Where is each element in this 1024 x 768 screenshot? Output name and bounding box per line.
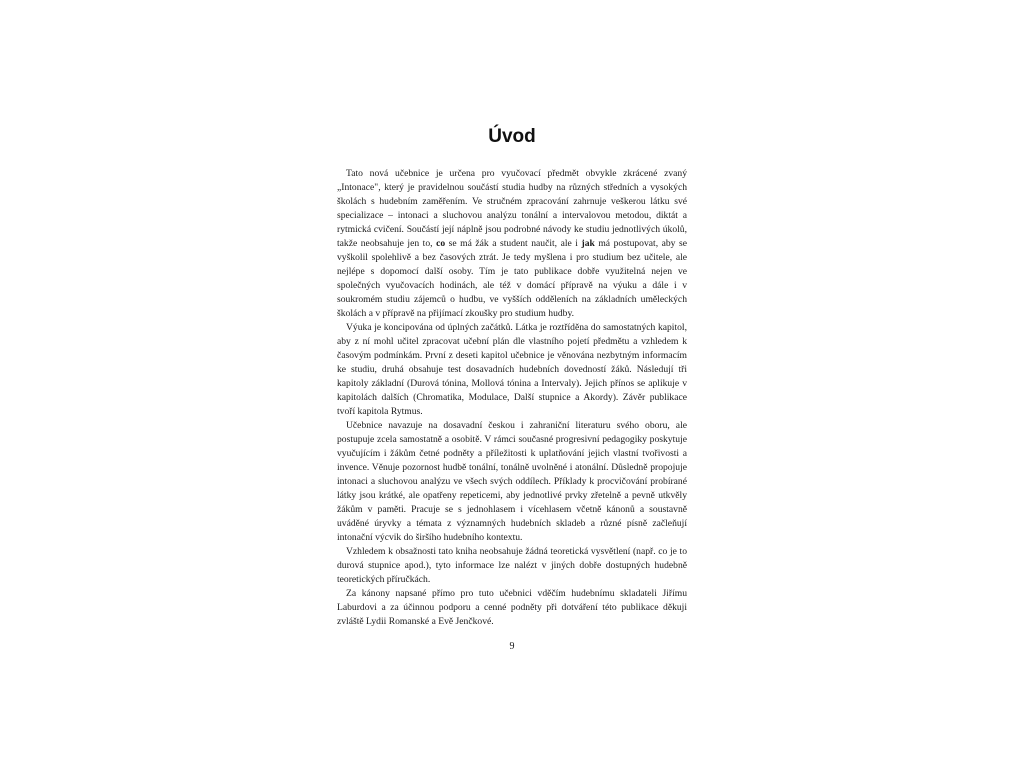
paragraph-3-text: Učebnice navazuje na dosavadní českou i zahraniční literaturu svého oboru, ale postupuje zcela samostatně a osobitě. V rámci současné progresivní pedagogiky poskytuje vyučujícím i žákům četné podněty a příležitosti k uplatňování jejich vlastní tvořivosti a invence. Věnuje pozornost hudbě tonální, tonálně uvolněné i atonální. Důsledně propojuje intonaci a sluchovou analýzu ve všech svých oddílech. Příklady k procvičování probírané látky jsou krátké, ale opatřeny repeticemi, aby jednotlivé prvky zřetelně a pevně utkvěly žákům v paměti. Pracuje se s jednohlasem i vícehlasem včetně kánonů a soustavně uváděné úryvky a témata z významných hudebních skladeb a různé písně začleňují intonační výcvik do širšího hudebního kontextu. [337, 420, 687, 543]
paragraph-5 [337, 587, 687, 629]
page-title: Úvod [488, 126, 536, 147]
paragraph-3 [337, 419, 687, 545]
bold-word-jak: jak [581, 238, 595, 249]
paragraph-2 [337, 321, 687, 419]
body-text [337, 167, 687, 629]
paragraph-1-part-1: Tato nová učebnice je určena pro vyučovací předmět obvykle zkrácené zvaný „Intonace", který je pravidelnou součástí studia hudby na různých středních a vysokých školách s hudebním zaměřením. Ve stručném zpracování zahrnuje veškerou látku své specializace – intonaci a sluchovou analýzu tonální a intervalovou metodou, diktát a rytmická cvičení. Součástí její náplně jsou podrobné návody ke studiu jednotlivých úkolů, takže neobsahuje jen to, [337, 168, 687, 249]
paragraph-4-text: Vzhledem k obsažnosti tato kniha neobsahuje žádná teoretická vysvětlení (např. co je to durová stupnice apod.), tyto informace lze nalézt v jiných dobře dostupných hudebně teoretických příručkách. [337, 546, 687, 585]
paragraph-1 [337, 167, 687, 321]
paragraph-1-part-5: má postupovat, aby se vyškolil spolehlivě a bez časových ztrát. Je tedy myšlena i pro studium bez učitele, ale nejlépe s dopomocí další osoby. Tím je tato publikace dobře využitelná nejen ve společných vyučovacích hodinách, ale též v domácí přípravě na výuku a dále i v soukromém studiu zájemců o hudbu, ve vyšších odděleních na základních uměleckých školách a v přípravě na přijímací zkoušky pro studium hudby. [337, 238, 687, 319]
paragraph-4 [337, 545, 687, 587]
paragraph-2-text: Výuka je koncipována od úplných začátků. Látka je roztříděna do samostatných kapitol, aby z ní mohl učitel zpracovat učební plán dle vlastního pojetí předmětu a vzhledem k časovým podmínkám. První z deseti kapitol učebnice je věnována nezbytným informacím ke studiu, druhá obsahuje test dosavadních hudebních dovedností žáků. Následují tři kapitoly základní (Durová tónina, Mollová tónina a Intervaly). Jejich přínos se aplikuje v kapitolách dalších (Chromatika, Modulace, Další stupnice a Akordy). Závěr publikace tvoří kapitola Rytmus. [337, 322, 687, 417]
paragraph-5-text: Za kánony napsané přímo pro tuto učebnici vděčím hudebnímu skladateli Jiřímu Laburdovi a za účinnou podporu a cenné podněty při dotváření této publikace děkuji zvláště Lydii Romanské a Evě Jenčkové. [337, 588, 687, 627]
paragraph-1-part-3: se má žák a student naučit, ale i [445, 238, 582, 249]
bold-word-co: co [436, 238, 446, 249]
page-number: 9 [509, 641, 515, 652]
book-page [337, 0, 687, 768]
